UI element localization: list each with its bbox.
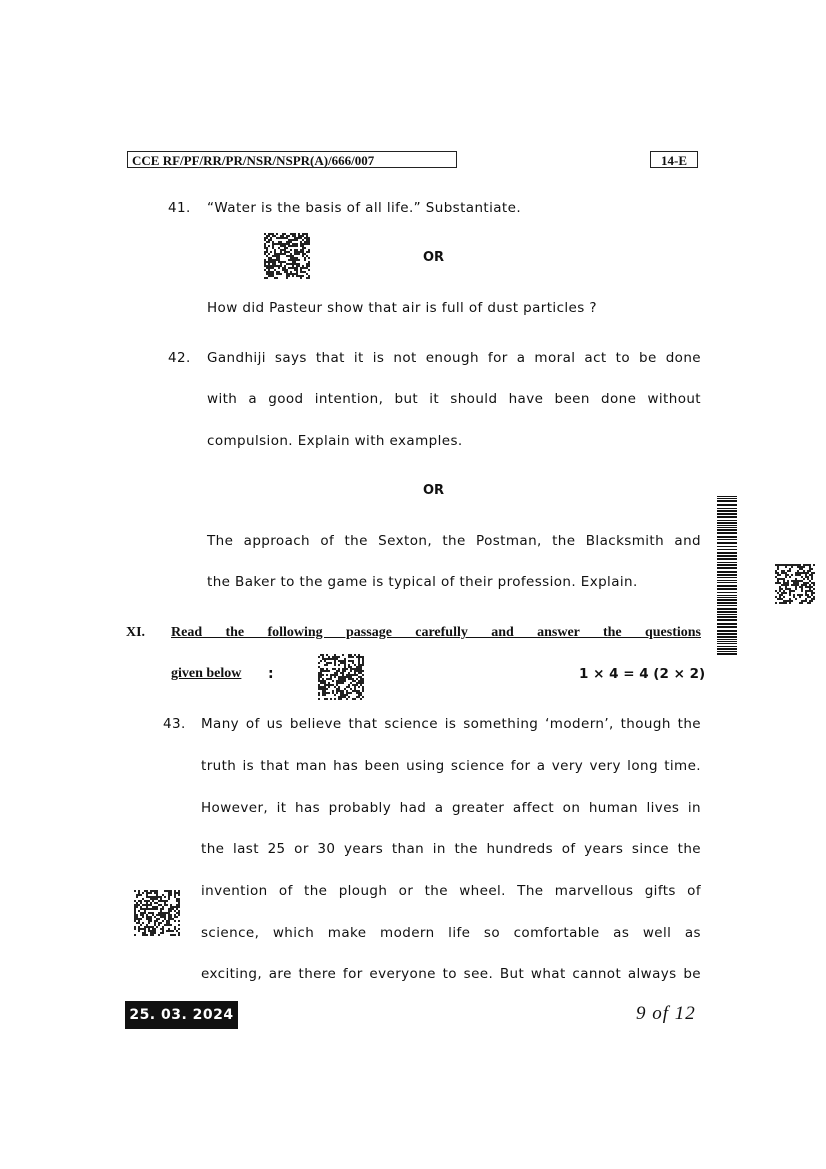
exam-date-badge: 25. 03. 2024 — [125, 1001, 238, 1029]
question-42-alt-line: the Baker to the game is typical of their profession. Explain. — [207, 574, 638, 590]
question-41-text: “Water is the basis of all life.” Substantiate. — [207, 200, 522, 216]
paper-code: CCE RF/PF/RR/PR/NSR/NSPR(A)/666/007 — [127, 151, 457, 168]
section-heading: Read the following passage carefully and answer the questions — [171, 625, 701, 640]
passage-line: science, which make modern life so comfortable as well as — [201, 925, 701, 941]
passage-line: invention of the plough or the wheel. The marvellous gifts of — [201, 883, 701, 899]
passage-line: exciting, are there for everyone to see. But what cannot always be — [201, 966, 701, 982]
section-heading-colon: : — [268, 666, 274, 682]
question-number-41: 41. — [168, 200, 191, 216]
question-42-line: Gandhiji says that it is not enough for a moral act to be done — [207, 350, 701, 366]
question-42-line: with a good intention, but it should have been done without — [207, 391, 701, 407]
or-label-q41: OR — [423, 250, 445, 265]
passage-line: Many of us believe that science is something ‘modern’, though the — [201, 716, 701, 732]
question-42-line: compulsion. Explain with examples. — [207, 433, 463, 449]
section-heading-cont: given below — [171, 666, 242, 681]
or-label-q42: OR — [423, 483, 445, 498]
side-barcode — [717, 496, 737, 658]
question-41-alternative: How did Pasteur show that air is full of dust particles ? — [207, 300, 597, 316]
passage-line: However, it has probably had a greater affect on human lives in — [201, 800, 701, 816]
side-qr-code — [775, 564, 815, 604]
question-42-alt-line: The approach of the Sexton, the Postman, the Blacksmith and — [207, 533, 701, 549]
passage-line: truth is that man has been using science for a very very long time. — [201, 758, 701, 774]
qr-code-passage — [134, 890, 180, 936]
qr-code-section — [318, 654, 364, 700]
page-code: 14-E — [650, 151, 698, 168]
qr-code-q41 — [264, 233, 310, 279]
question-number-43: 43. — [163, 716, 186, 732]
section-marks: 1 × 4 = 4 (2 × 2) — [579, 666, 706, 682]
section-number: XI. — [126, 625, 146, 640]
passage-line: the last 25 or 30 years than in the hundreds of years since the — [201, 841, 701, 857]
question-number-42: 42. — [168, 350, 191, 366]
page-number: 9 of 12 — [636, 1003, 696, 1024]
